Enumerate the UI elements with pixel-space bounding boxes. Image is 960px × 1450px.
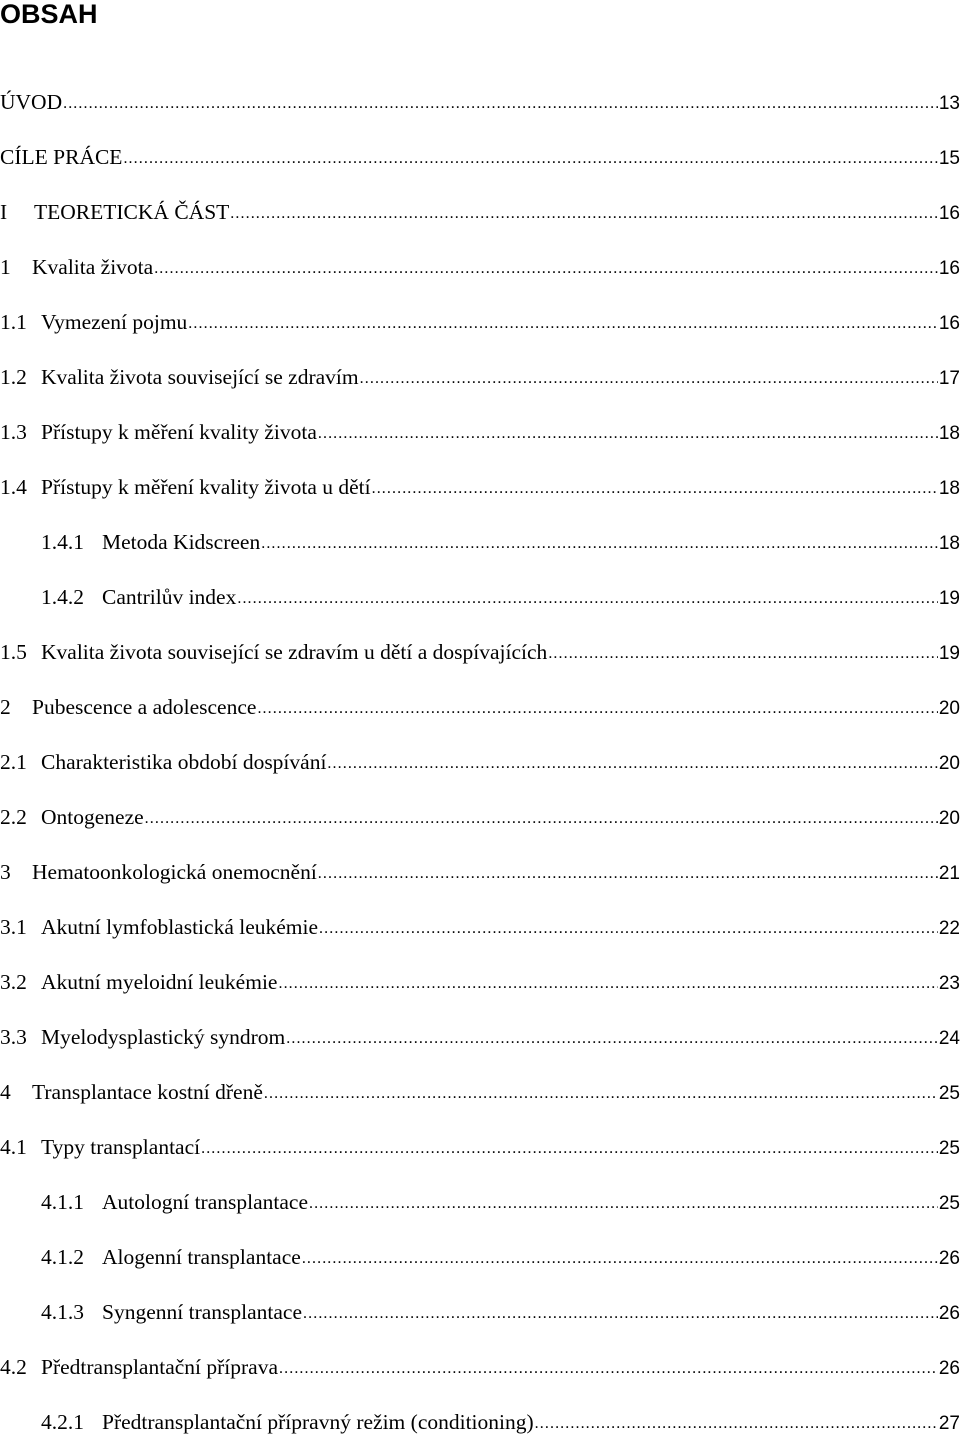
- dot-leader: [302, 1250, 938, 1268]
- toc-number: 3.3: [0, 1025, 27, 1049]
- dot-leader: [327, 755, 937, 773]
- dot-leader: [279, 1360, 938, 1378]
- toc-entry-4-1-2[interactable]: [0, 1230, 960, 1285]
- toc-title: Vymezení pojmu: [41, 310, 188, 334]
- toc-title: ÚVOD: [0, 90, 63, 114]
- toc-page-number: 26: [938, 1303, 960, 1324]
- dot-leader: [318, 865, 938, 883]
- toc-entry-1-4[interactable]: [0, 460, 960, 515]
- toc-title: Hematoonkologická onemocnění: [32, 860, 317, 884]
- dot-leader: [535, 1415, 938, 1433]
- toc-title: Kvalita života: [32, 255, 154, 279]
- dot-leader: [201, 1140, 938, 1158]
- toc-entry-1-4-1[interactable]: [0, 515, 960, 570]
- toc-number: 3.1: [0, 915, 27, 939]
- toc-title: Syngenní transplantace: [102, 1300, 303, 1324]
- dot-leader: [264, 1085, 938, 1103]
- toc-entry-1-4-2[interactable]: [0, 570, 960, 625]
- dot-leader: [548, 645, 938, 663]
- dot-leader: [145, 810, 938, 828]
- dot-leader: [154, 260, 938, 278]
- dot-leader: [309, 1195, 938, 1213]
- toc-title: Přístupy k měření kvality života u dětí: [41, 475, 371, 499]
- toc-page-number: 16: [938, 313, 960, 334]
- toc-number: 4.2.1: [41, 1410, 84, 1434]
- toc-entry-2-2[interactable]: [0, 790, 960, 845]
- toc-entry-3[interactable]: [0, 845, 960, 900]
- dot-leader: [257, 700, 937, 718]
- toc-number: 1.2: [0, 365, 27, 389]
- toc-number: I: [0, 200, 8, 224]
- toc-number: 1.4: [0, 475, 27, 499]
- toc-number: 1.1: [0, 310, 27, 334]
- toc-entry-4[interactable]: [0, 1065, 960, 1120]
- toc-number: 1: [0, 255, 11, 279]
- toc-number: 1.4.2: [41, 585, 84, 609]
- dot-leader: [318, 425, 938, 443]
- toc-page-number: 20: [938, 808, 960, 829]
- dot-leader: [360, 370, 938, 388]
- toc-title: Charakteristika období dospívání: [41, 750, 327, 774]
- dot-leader: [303, 1305, 938, 1323]
- toc-title: Kvalita života související se zdravím: [41, 365, 359, 389]
- toc-page-number: 25: [938, 1193, 960, 1214]
- toc-title: Předtransplantační příprava: [41, 1355, 279, 1379]
- toc-title: CÍLE PRÁCE: [0, 145, 123, 169]
- toc-entry-4-1-1[interactable]: [0, 1175, 960, 1230]
- toc-number: 4.1.2: [41, 1245, 84, 1269]
- dot-leader: [286, 1030, 938, 1048]
- toc-page-number: 18: [938, 478, 960, 499]
- dot-leader: [261, 535, 938, 553]
- toc-entry-1[interactable]: [0, 240, 960, 295]
- dot-leader: [372, 480, 938, 498]
- toc-number: 4.2: [0, 1355, 27, 1379]
- toc-page-number: 26: [938, 1358, 960, 1379]
- toc-number: 2: [0, 695, 11, 719]
- toc-page-number: 18: [938, 533, 960, 554]
- toc-page-number: 16: [938, 203, 960, 224]
- table-of-contents: [0, 75, 960, 1450]
- toc-entry-1-3[interactable]: [0, 405, 960, 460]
- toc-entry-1-2[interactable]: [0, 350, 960, 405]
- toc-number: 3: [0, 860, 11, 884]
- toc-entry-4-2[interactable]: [0, 1340, 960, 1395]
- toc-page-number: 19: [938, 588, 960, 609]
- toc-title: Kvalita života související se zdravím u dětí a dospívajících: [41, 640, 548, 664]
- toc-number: 1.4.1: [41, 530, 84, 554]
- toc-title: Transplantace kostní dřeně: [32, 1080, 263, 1104]
- dot-leader: [319, 920, 938, 938]
- toc-entry-2[interactable]: [0, 680, 960, 735]
- toc-number: 4: [0, 1080, 11, 1104]
- toc-page-number: 24: [938, 1028, 960, 1049]
- dot-leader: [237, 590, 938, 608]
- toc-number: 2.1: [0, 750, 27, 774]
- toc-page-number: 13: [938, 93, 960, 114]
- toc-page-number: 25: [938, 1138, 960, 1159]
- toc-page-number: 20: [938, 753, 960, 774]
- toc-entry-4-2-1[interactable]: [0, 1395, 960, 1450]
- toc-entry-2-1[interactable]: [0, 735, 960, 790]
- dot-leader: [188, 315, 938, 333]
- toc-title: Ontogeneze: [41, 805, 144, 829]
- toc-page-number: 20: [938, 698, 960, 719]
- toc-entry-uvod[interactable]: [0, 75, 960, 130]
- toc-page-number: 19: [938, 643, 960, 664]
- toc-title: Cantrilův index: [102, 585, 237, 609]
- toc-entry-3-3[interactable]: [0, 1010, 960, 1065]
- toc-entry-4-1-3[interactable]: [0, 1285, 960, 1340]
- toc-page-number: 23: [938, 973, 960, 994]
- dot-leader: [278, 975, 937, 993]
- toc-page-number: 18: [938, 423, 960, 444]
- toc-page-number: 26: [938, 1248, 960, 1269]
- toc-number: 4.1.1: [41, 1190, 84, 1214]
- toc-entry-1-5[interactable]: [0, 625, 960, 680]
- toc-number: 4.1.3: [41, 1300, 84, 1324]
- toc-entry-3-1[interactable]: [0, 900, 960, 955]
- toc-entry-part-i[interactable]: [0, 185, 960, 240]
- toc-page-number: 22: [938, 918, 960, 939]
- toc-title: Předtransplantační přípravný režim (conditioning): [102, 1410, 534, 1434]
- toc-page-number: 16: [938, 258, 960, 279]
- toc-entry-3-2[interactable]: [0, 955, 960, 1010]
- dot-leader: [123, 150, 937, 168]
- toc-title: Akutní myeloidní leukémie: [41, 970, 278, 994]
- toc-title: Alogenní transplantace: [102, 1245, 301, 1269]
- toc-number: 3.2: [0, 970, 27, 994]
- toc-number: 2.2: [0, 805, 27, 829]
- toc-entry-cile-prace[interactable]: [0, 130, 960, 185]
- toc-page-number: 21: [938, 863, 960, 884]
- toc-title: Myelodysplastický syndrom: [41, 1025, 286, 1049]
- toc-number: 4.1: [0, 1135, 27, 1159]
- dot-leader: [63, 95, 938, 113]
- dot-leader: [230, 205, 938, 223]
- toc-title: Autologní transplantace: [102, 1190, 308, 1214]
- toc-number: 1.5: [0, 640, 27, 664]
- toc-title: Pubescence a adolescence: [32, 695, 257, 719]
- toc-title: Typy transplantací: [41, 1135, 201, 1159]
- toc-title: Akutní lymfoblastická leukémie: [41, 915, 319, 939]
- toc-number: 1.3: [0, 420, 27, 444]
- toc-title: Přístupy k měření kvality života: [41, 420, 317, 444]
- toc-entry-1-1[interactable]: [0, 295, 960, 350]
- toc-page-number: 17: [938, 368, 960, 389]
- toc-page-number: 25: [938, 1083, 960, 1104]
- toc-title: TEORETICKÁ ČÁST: [34, 200, 230, 224]
- toc-page-number: 27: [938, 1413, 960, 1434]
- toc-page-number: 15: [938, 148, 960, 169]
- toc-title: Metoda Kidscreen: [102, 530, 261, 554]
- toc-entry-4-1[interactable]: [0, 1120, 960, 1175]
- page-title: OBSAH: [0, 0, 98, 29]
